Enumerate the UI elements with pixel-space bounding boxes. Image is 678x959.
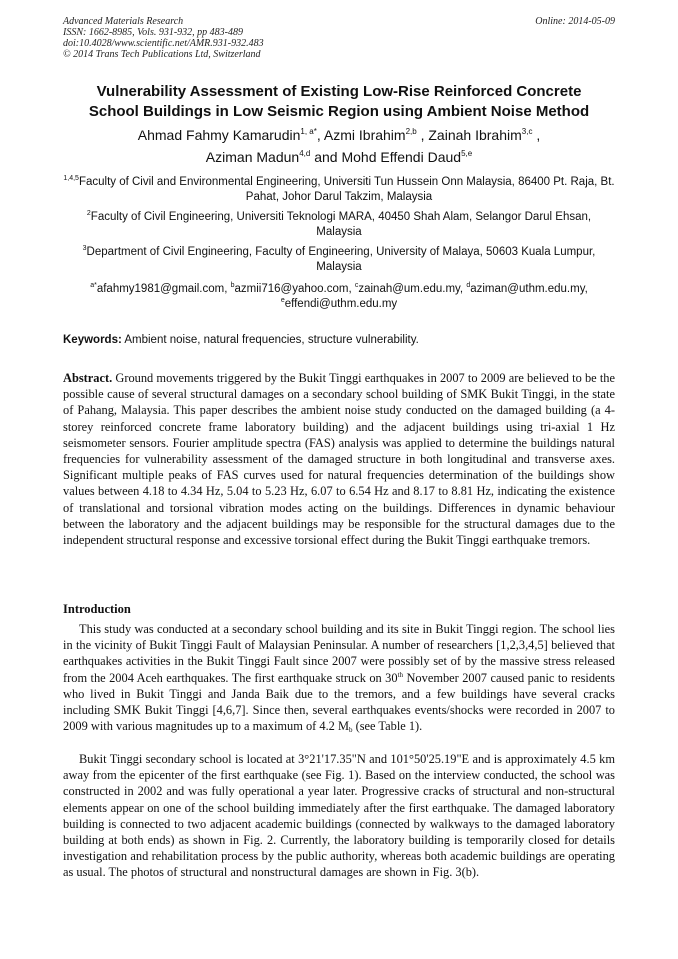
introduction-paragraph [63, 621, 615, 734]
affiliation-text: Faculty of Civil and Environmental Engineering, Universiti Tun Hussein Onn Malaysia, 86400 Pt. Raja, Bt. Pahat, Johor Darul Takzim, Malaysia [78, 176, 615, 203]
title-line-2: School Buildings in Low Seismic Region using Ambient Noise Method [88, 103, 590, 120]
keywords-label: Keywords: [63, 334, 122, 346]
author-name: Mohd Effendi Daud [341, 149, 462, 165]
author-sup: 4,d [299, 149, 311, 158]
ordinal-sup: th [397, 670, 404, 679]
author-name: Zainah Ibrahim [428, 127, 522, 143]
email-address: azmii716@yahoo.com, [234, 283, 355, 295]
abstract-label: Abstract. [63, 371, 113, 385]
email-sup: b [230, 282, 235, 289]
affiliation-sup: 1,4,5 [63, 175, 79, 182]
author-sup: 3,c [521, 127, 533, 136]
copyright-line: © 2014 Trans Tech Publications Ltd, Switzerland [63, 49, 261, 60]
author-separator: , [532, 127, 541, 143]
affiliation-text: Faculty of Civil Engineering, Universiti Teknologi MARA, 40450 Shah Alam, Selangor Darul Ehsan, Malaysia [90, 211, 592, 238]
affiliation-sup: 3 [82, 245, 87, 252]
issn-line: ISSN: 1662-8985, Vols. 931-932, pp 483-489 [63, 27, 243, 38]
email-sup: e [280, 297, 285, 304]
author-separator: , [316, 127, 324, 143]
abstract-text: Ground movements triggered by the Bukit Tinggi earthquakes in 2007 to 2009 are believed to be the possible cause of several structural damages on a secondary school building of SMK Bukit Tinggi, in the state of Pahang, Malaysia. This paper describes the ambient noise study conducted on the damaged building (a 4-storey reinforced concrete frame laboratory building) and the adjacent buildings using tri-axial 1 Hz seismometer sensors. Fourier amplitude spectra (FAS) analysis was applied to determine the buildings natural frequencies for vulnerability assessment of the damaged structure in both longitudinal and transverse axes. Significant multiple peaks of FAS curves used for natural frequencies determination of the buildings show values between 4.18 to 4.34 Hz, 5.04 to 5.23 Hz, 6.07 to 6.54 Hz and 8.17 to 8.81 Hz, indicating the existence of translational and torsional vibration modes acting on the buildings. Differences in dynamic behaviour between the laboratory and the adjacent buildings may be responsible for the structural damages due to the independent structural response and excessive torsional effect during the Bukit Tinggi earthquake tremors. [63, 371, 615, 548]
author-and: and [310, 149, 342, 165]
email-address: aziman@uthm.edu.my, [470, 283, 588, 295]
section-heading-introduction: Introduction [63, 602, 131, 616]
authors-line-1 [63, 124, 615, 146]
email-address: zainah@um.edu.my, [358, 283, 467, 295]
paragraph-text: This study was conducted at a secondary school building and its site in Bukit Tinggi region. The school lies in the vicinity of Bukit Tinggi Fault of Malaysian Peninsular. A number of researchers [1,2,3,4,5] believed that earthquakes activities in the Bukit Tinggi Fault since 2007 were possibly set of by the massive stress released from the 2004 Aceh earthquakes. The first earthquake struck on 30 [63, 622, 615, 685]
author-name: Ahmad Fahmy Kamarudin [137, 127, 301, 143]
online-date: Online: 2014-05-09 [535, 16, 615, 27]
author-sup: 1, a* [300, 127, 317, 136]
author-name: Aziman Madun [205, 149, 300, 165]
title-line-1: Vulnerability Assessment of Existing Low-Rise Reinforced Concrete [96, 83, 582, 100]
affiliation [63, 210, 615, 240]
doi-line: doi:10.4028/www.scientific.net/AMR.931-932.483 [63, 38, 264, 49]
email-sup: c [354, 282, 359, 289]
keywords [63, 333, 615, 348]
author-separator: , [416, 127, 429, 143]
author-sup: 5,e [461, 149, 473, 158]
authors-line-2 [63, 146, 615, 168]
email-address: afahmy1981@gmail.com, [96, 283, 231, 295]
email-sup: a* [90, 282, 97, 289]
email-address: effendi@uthm.edu.my [284, 298, 398, 310]
author-list [63, 124, 615, 168]
author-sup: 2,b [405, 127, 417, 136]
email-sup: d [466, 282, 471, 289]
keywords-text: Ambient noise, natural frequencies, structure vulnerability. [121, 334, 419, 346]
abstract [63, 370, 615, 548]
affiliation-text: Department of Civil Engineering, Faculty of Engineering, University of Malaya, 50603 Kuala Lumpur, Malaysia [86, 246, 596, 273]
affiliation-sup: 2 [86, 210, 91, 217]
author-name: Azmi Ibrahim [323, 127, 406, 143]
author-emails [63, 282, 615, 312]
paper-title [63, 82, 615, 122]
paragraph-text: (see Table 1). [352, 719, 423, 734]
affiliation [63, 245, 615, 275]
paragraph-text: November 2007 caused panic to residents who lived in Bukit Tinggi and Janda Baik due to the tremors, and a few buildings have several cracks including SMK Bukit Tinggi [4,6,7]. Since then, several earthquakes events/shocks were recorded in 2007 to 2009 with various magnitudes up to a maximum of 4.2 M [63, 670, 615, 734]
affiliation [63, 175, 615, 205]
magnitude-sub: b [349, 726, 353, 735]
introduction-paragraph: Bukit Tinggi secondary school is located at 3°21'17.35"N and 101°50'25.19"E and is approximately 4.5 km away from the epicenter of the first earthquake (see Fig. 1). Based on the interview conducted, the school was constructed in 2002 and was fully operational a year later. Progressive cracks of structural and non-structural elements appear on one of the school building immediately after the first earthquake. The damaged laboratory building is connected to two adjacent academic buildings (connected by walkways to the damaged laboratory building at both ends) as shown in Fig. 2. Currently, the laboratory building is temporarily closed for details investigation and rehabilitation process by the public authority, whereas both academic buildings are operating as usual. The photos of structural and nonstructural damages are shown in Fig. 3(b). [63, 752, 615, 880]
journal-header [63, 16, 615, 60]
journal-name: Advanced Materials Research [63, 16, 184, 27]
